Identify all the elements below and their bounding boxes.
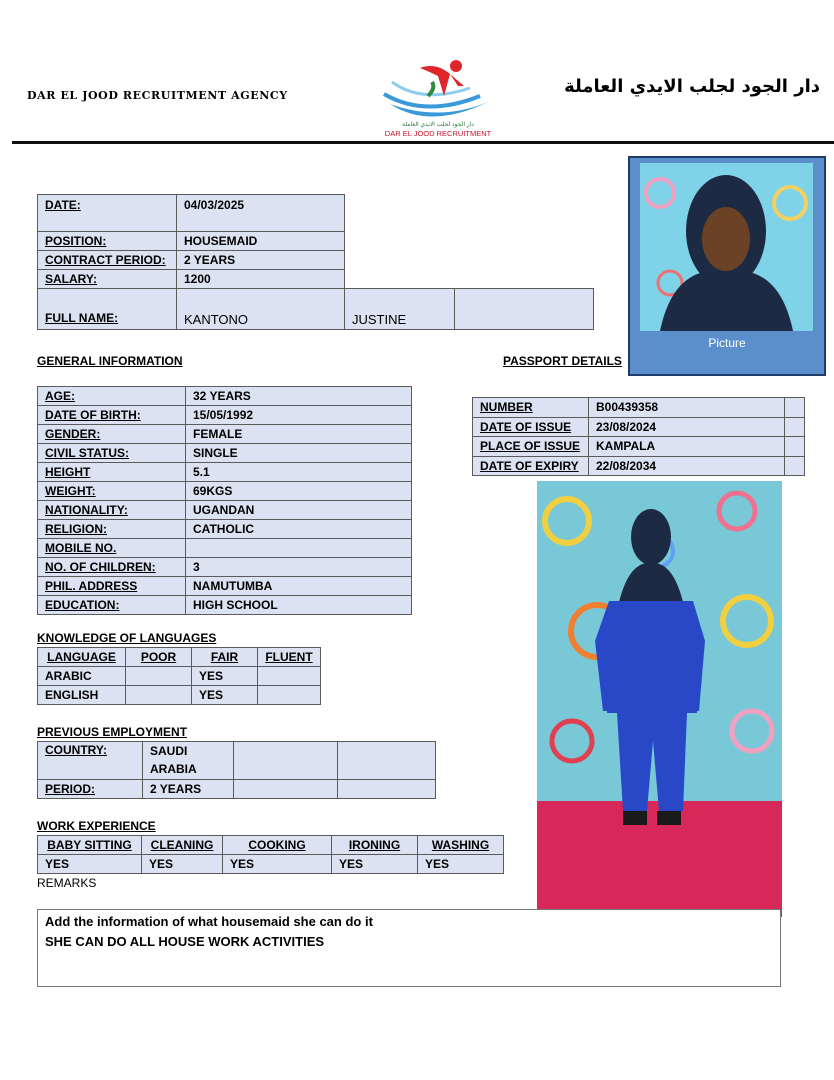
passport-value: B00439358 [589,398,785,418]
salary-label: SALARY: [38,270,177,289]
languages-header-cell: FLUENT [258,648,321,667]
languages-header-cell: LANGUAGE [38,648,126,667]
passport-extra-cell [785,437,805,457]
general-info-row [38,444,412,463]
general-info-label: WEIGHT: [38,482,186,501]
experience-table [37,835,504,874]
general-info-row [38,520,412,539]
general-info-value: UGANDAN [186,501,412,520]
general-info-row [38,501,412,520]
remarks-box [37,909,781,987]
general-info-value: 69KGS [186,482,412,501]
general-info-row [38,577,412,596]
experience-value-cell: YES [142,855,223,874]
language-fluent [258,667,321,686]
experience-title: WORK EXPERIENCE [37,819,156,833]
position-label: POSITION: [38,232,177,251]
general-info-value: NAMUTUMBA [186,577,412,596]
passport-row [473,456,805,476]
passport-value: 22/08/2034 [589,456,785,476]
languages-row [38,686,321,705]
header-divider [12,141,834,144]
general-info-row [38,558,412,577]
general-info-title: GENERAL INFORMATION [37,354,183,368]
general-info-label: GENDER: [38,425,186,444]
full-body-photo [537,481,782,917]
general-info-value: 32 YEARS [186,387,412,406]
languages-header-cell: POOR [126,648,192,667]
employment-table [37,741,436,799]
language-fluent [258,686,321,705]
language-fair: YES [192,686,258,705]
passport-label: PLACE OF ISSUE [473,437,589,457]
general-info-label: DATE OF BIRTH: [38,406,186,425]
passport-value: 23/08/2024 [589,417,785,437]
fullname-extra-cell [455,289,594,330]
fullname-table [37,288,594,330]
passport-extra-cell [785,398,805,418]
position-value: HOUSEMAID [177,232,345,251]
general-info-table [37,386,412,615]
employment-title: PREVIOUS EMPLOYMENT [37,725,188,739]
remarks-line-2: SHE CAN DO ALL HOUSE WORK ACTIVITIES [45,934,325,949]
agency-name-english: DAR EL JOOD RECRUITMENT AGENCY [27,89,288,102]
experience-value-cell: YES [38,855,142,874]
given-name-value: JUSTINE [345,289,455,330]
salary-value: 1200 [177,270,345,289]
employment-extra-cell-3 [234,780,338,799]
agency-name-arabic: دار الجود لجلب الايدي العاملة [564,76,820,97]
experience-header-cell: WASHING [418,836,504,855]
language-name: ENGLISH [38,686,126,705]
general-info-label: EDUCATION: [38,596,186,615]
general-info-label: NATIONALITY: [38,501,186,520]
remarks-line-1: Add the information of what housemaid she can do it [45,914,373,929]
passport-value: KAMPALA [589,437,785,457]
experience-header-cell: IRONING [332,836,418,855]
portrait-photo [640,163,813,331]
contract-value: 2 YEARS [177,251,345,270]
passport-table [472,397,805,476]
photo-caption: Picture [708,336,746,350]
passport-row [473,437,805,457]
general-info-value: CATHOLIC [186,520,412,539]
general-info-value [186,539,412,558]
general-info-label: NO. OF CHILDREN: [38,558,186,577]
language-fair: YES [192,667,258,686]
general-info-label: HEIGHT [38,463,186,482]
country-line-1: SAUDI [150,744,188,758]
experience-values-row [38,855,504,874]
general-info-row [38,596,412,615]
general-info-label: AGE: [38,387,186,406]
country-line-2: ARABIA [150,762,197,776]
languages-title: KNOWLEDGE OF LANGUAGES [37,631,217,645]
experience-header-row [38,836,504,855]
experience-value-cell: YES [332,855,418,874]
general-info-row [38,463,412,482]
general-info-row [38,482,412,501]
experience-header-cell: CLEANING [142,836,223,855]
remarks-label: REMARKS [37,876,97,890]
experience-value-cell: YES [418,855,504,874]
country-value [143,742,234,780]
fullname-label: FULL NAME: [38,289,177,330]
general-info-value: HIGH SCHOOL [186,596,412,615]
contract-label: CONTRACT PERIOD: [38,251,177,270]
language-poor [126,667,192,686]
general-info-row [38,387,412,406]
language-poor [126,686,192,705]
general-info-value: FEMALE [186,425,412,444]
period-value: 2 YEARS [143,780,234,799]
summary-table [37,194,345,289]
logo-english-text: DAR EL JOOD RECRUITMENT [384,129,492,138]
general-info-value: SINGLE [186,444,412,463]
passport-label: NUMBER [473,398,589,418]
employment-extra-cell-4 [338,780,436,799]
date-value: 04/03/2025 [177,195,345,232]
general-info-label: RELIGION: [38,520,186,539]
languages-table [37,647,321,705]
passport-details-title: PASSPORT DETAILS [503,354,622,368]
general-info-value: 5.1 [186,463,412,482]
passport-label: DATE OF ISSUE [473,417,589,437]
languages-header-row [38,648,321,667]
general-info-label: CIVIL STATUS: [38,444,186,463]
general-info-label: MOBILE NO. [38,539,186,558]
period-label: PERIOD: [38,780,143,799]
experience-header-cell: COOKING [223,836,332,855]
employment-extra-cell-1 [234,742,338,780]
general-info-row [38,406,412,425]
logo-arabic-text: دار الجود لجلب الايدي العاملة [402,122,474,128]
general-info-row [38,425,412,444]
language-name: ARABIC [38,667,126,686]
country-label: COUNTRY: [38,742,143,780]
general-info-value: 3 [186,558,412,577]
experience-value-cell: YES [223,855,332,874]
employment-extra-cell-2 [338,742,436,780]
surname-value: KANTONO [177,289,345,330]
languages-header-cell: FAIR [192,648,258,667]
date-label: DATE: [38,195,177,232]
general-info-value: 15/05/1992 [186,406,412,425]
experience-header-cell: BABY SITTING [38,836,142,855]
passport-extra-cell [785,417,805,437]
general-info-row [38,539,412,558]
languages-row [38,667,321,686]
passport-label: DATE OF EXPIRY [473,456,589,476]
general-info-label: PHIL. ADDRESS [38,577,186,596]
passport-row [473,417,805,437]
passport-extra-cell [785,456,805,476]
passport-row [473,398,805,418]
